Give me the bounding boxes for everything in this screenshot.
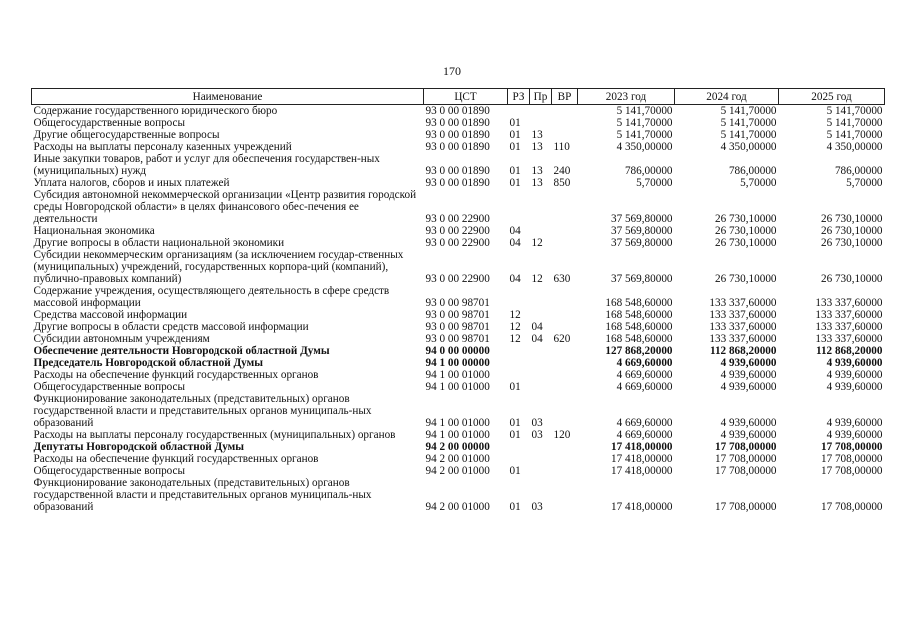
cell-y2024: 4 939,60000 [720, 369, 777, 381]
cell-cst: 93 0 00 98701 [425, 321, 490, 333]
cell-vr [552, 441, 578, 453]
cell-rz: 01 [509, 501, 521, 513]
cell-rz: 04 [509, 225, 521, 237]
header-name: Наименование [32, 89, 424, 105]
cell-name: Расходы на выплаты персоналу казенных учреждений [33, 141, 292, 153]
cell-y2023: 5 141,70000 [616, 117, 673, 129]
cell-y2023: 4 669,60000 [616, 417, 673, 429]
cell-y2024: 17 708,00000 [714, 465, 777, 477]
cell-y2023: 5 141,70000 [616, 105, 673, 117]
cell-rz: 01 [509, 177, 521, 189]
cell-cst: 93 0 00 01890 [425, 165, 490, 177]
cell-pr [530, 369, 552, 381]
table-body [32, 105, 885, 514]
cell-y2025: 4 939,60000 [826, 381, 883, 393]
cell-vr [552, 465, 578, 477]
cell-y2025: 26 730,10000 [820, 213, 883, 225]
header-row [32, 89, 885, 105]
cell-vr [552, 285, 578, 309]
cell-y2024: 4 939,60000 [720, 357, 777, 369]
cell-rz: 01 [509, 141, 521, 153]
table-row [32, 321, 885, 333]
cell-y2023: 5,70000 [636, 177, 673, 189]
cell-pr: 04 [531, 321, 543, 333]
cell-name: Средства массовой информации [33, 309, 188, 321]
cell-y2025: 17 708,00000 [820, 441, 883, 453]
header-2023: 2023 год [578, 89, 675, 105]
cell-rz [508, 105, 530, 118]
cell-y2023: 4 669,60000 [616, 357, 673, 369]
cell-y2025: 4 350,00000 [826, 141, 883, 153]
header-2025: 2025 год [779, 89, 885, 105]
cell-y2023: 17 418,00000 [610, 501, 673, 513]
cell-cst: 93 0 00 01890 [425, 117, 490, 129]
table-row [32, 225, 885, 237]
cell-name: Расходы на обеспечение функций государственных органов [33, 453, 319, 465]
header-rz: РЗ [508, 89, 530, 105]
cell-pr [530, 453, 552, 465]
cell-y2025: 5,70000 [846, 177, 883, 189]
table-row [32, 153, 885, 177]
cell-rz: 12 [509, 333, 521, 345]
cell-name: Председатель Новгородской областной Думы [33, 357, 263, 369]
cell-y2025: 5 141,70000 [826, 129, 883, 141]
cell-pr: 13 [531, 165, 543, 177]
cell-cst: 94 0 00 00000 [425, 345, 490, 357]
cell-name: Национальная экономика [33, 225, 155, 237]
cell-y2024: 4 939,60000 [720, 417, 777, 429]
table-row [32, 285, 885, 309]
table-row [32, 381, 885, 393]
cell-name: Содержание учреждения, осуществляющего деятельность в сфере средств массовой информации [33, 285, 390, 309]
cell-pr [530, 285, 552, 309]
header-pr: Пр [530, 89, 552, 105]
cell-y2023: 4 669,60000 [616, 429, 673, 441]
cell-y2023: 168 548,60000 [605, 321, 673, 333]
cell-vr [552, 105, 578, 118]
cell-rz: 01 [509, 129, 521, 141]
cell-pr: 12 [531, 237, 543, 249]
cell-y2024: 17 708,00000 [714, 501, 777, 513]
cell-cst: 94 2 00 01000 [425, 501, 490, 513]
cell-cst: 93 0 00 22900 [425, 237, 490, 249]
table-row [32, 357, 885, 369]
cell-pr: 03 [531, 417, 543, 429]
cell-vr: 630 [553, 273, 571, 285]
cell-cst: 93 0 00 01890 [425, 129, 490, 141]
cell-vr [552, 393, 578, 429]
cell-rz: 12 [509, 321, 521, 333]
cell-y2023: 37 569,80000 [610, 225, 673, 237]
cell-vr [552, 237, 578, 249]
cell-name: Общегосударственные вопросы [33, 465, 186, 477]
cell-pr: 12 [531, 273, 543, 285]
cell-cst: 93 0 00 98701 [425, 309, 490, 321]
cell-y2025: 133 337,60000 [815, 321, 883, 333]
cell-cst: 93 0 00 22900 [425, 273, 490, 285]
cell-name: Субсидии некоммерческим организациям (за исключением государ-ственных (муниципальных) учреждений, государственных корпора-ций (компаний), публично-правовых компаний) [33, 249, 404, 285]
table-row [32, 117, 885, 129]
cell-name: Другие вопросы в области средств массовой информации [33, 321, 309, 333]
cell-y2025: 5 141,70000 [826, 117, 883, 129]
table-header [32, 89, 885, 105]
cell-cst: 94 1 00 01000 [425, 381, 490, 393]
cell-y2023: 4 669,60000 [616, 369, 673, 381]
cell-y2024: 26 730,10000 [714, 225, 777, 237]
cell-vr: 620 [553, 333, 571, 345]
cell-y2023: 168 548,60000 [605, 333, 673, 345]
cell-rz: 04 [509, 237, 521, 249]
cell-rz: 01 [509, 429, 521, 441]
cell-name: Функционирование законодательных (представительных) органов государственной власти и представительных органов муниципаль-ных образований [33, 477, 372, 513]
cell-pr [530, 189, 552, 225]
cell-cst: 94 2 00 01000 [425, 465, 490, 477]
cell-y2025: 133 337,60000 [815, 333, 883, 345]
cell-cst: 94 1 00 01000 [425, 417, 490, 429]
cell-rz [508, 357, 530, 369]
cell-y2025: 133 337,60000 [815, 309, 883, 321]
cell-pr [530, 441, 552, 453]
table-row [32, 105, 885, 118]
cell-vr [552, 225, 578, 237]
cell-y2023: 4 669,60000 [616, 381, 673, 393]
cell-rz [508, 441, 530, 453]
cell-y2025: 133 337,60000 [815, 297, 883, 309]
cell-y2023: 37 569,80000 [610, 237, 673, 249]
cell-rz: 04 [509, 273, 521, 285]
cell-name: Обеспечение деятельности Новгородской областной Думы [33, 345, 330, 357]
cell-name: Расходы на выплаты персоналу государственных (муниципальных) органов [33, 429, 396, 441]
cell-vr [552, 453, 578, 465]
cell-name: Депутаты Новгородской областной Думы [33, 441, 245, 453]
cell-y2023: 17 418,00000 [610, 441, 673, 453]
cell-pr [530, 345, 552, 357]
cell-y2024: 133 337,60000 [709, 321, 777, 333]
cell-y2024: 26 730,10000 [714, 237, 777, 249]
cell-vr [552, 381, 578, 393]
header-2024: 2024 год [675, 89, 779, 105]
table-row [32, 477, 885, 513]
cell-vr: 850 [553, 177, 571, 189]
cell-vr [552, 477, 578, 513]
cell-rz [508, 285, 530, 309]
table-row [32, 345, 885, 357]
cell-rz [508, 345, 530, 357]
table-row [32, 129, 885, 141]
cell-cst: 93 0 00 22900 [425, 213, 490, 225]
cell-y2025: 112 868,20000 [815, 345, 883, 357]
cell-y2025: 26 730,10000 [820, 273, 883, 285]
cell-cst: 93 0 00 01890 [425, 105, 490, 117]
cell-pr: 13 [531, 141, 543, 153]
cell-name: Содержание государственного юридического бюро [33, 105, 278, 117]
table-row [32, 249, 885, 285]
cell-cst: 93 0 00 01890 [425, 141, 490, 153]
cell-y2024: 4 939,60000 [720, 429, 777, 441]
page-number: 170 [443, 64, 461, 78]
cell-y2025: 5 141,70000 [826, 105, 883, 117]
cell-pr: 04 [531, 333, 543, 345]
cell-vr [552, 345, 578, 357]
cell-cst: 93 0 00 98701 [425, 297, 490, 309]
cell-rz [508, 189, 530, 225]
cell-rz: 01 [509, 465, 521, 477]
cell-pr [530, 381, 552, 393]
cell-y2024: 5,70000 [740, 177, 777, 189]
cell-y2025: 26 730,10000 [820, 225, 883, 237]
cell-y2024: 133 337,60000 [709, 297, 777, 309]
cell-vr [552, 321, 578, 333]
cell-cst: 93 0 00 98701 [425, 333, 490, 345]
table-row [32, 429, 885, 441]
cell-cst: 94 1 00 01000 [425, 369, 490, 381]
cell-y2024: 5 141,70000 [720, 129, 777, 141]
cell-y2024: 133 337,60000 [709, 309, 777, 321]
cell-y2025: 17 708,00000 [820, 465, 883, 477]
cell-vr [552, 357, 578, 369]
cell-rz: 01 [509, 165, 521, 177]
cell-y2023: 168 548,60000 [605, 297, 673, 309]
cell-pr [530, 357, 552, 369]
table-row [32, 141, 885, 153]
cell-y2024: 17 708,00000 [714, 441, 777, 453]
table-row [32, 237, 885, 249]
table-row [32, 369, 885, 381]
cell-y2023: 17 418,00000 [610, 465, 673, 477]
cell-y2024: 17 708,00000 [714, 453, 777, 465]
cell-y2023: 4 350,00000 [616, 141, 673, 153]
cell-y2023: 37 569,80000 [610, 273, 673, 285]
cell-y2023: 37 569,80000 [610, 213, 673, 225]
table-row [32, 333, 885, 345]
cell-y2024: 133 337,60000 [709, 333, 777, 345]
cell-pr [530, 309, 552, 321]
cell-rz: 12 [509, 309, 521, 321]
cell-pr [530, 225, 552, 237]
cell-cst: 94 1 00 00000 [425, 357, 490, 369]
cell-y2025: 17 708,00000 [820, 501, 883, 513]
cell-cst: 93 0 00 01890 [425, 177, 490, 189]
header-vr: ВР [552, 89, 578, 105]
table-row [32, 465, 885, 477]
cell-y2023: 17 418,00000 [610, 453, 673, 465]
table-row [32, 177, 885, 189]
cell-y2023: 127 868,20000 [605, 345, 673, 357]
table-row [32, 309, 885, 321]
budget-table [31, 88, 885, 513]
cell-vr [552, 189, 578, 225]
cell-name: Субсидии автономным учреждениям [33, 333, 210, 345]
cell-y2025: 4 939,60000 [826, 429, 883, 441]
cell-vr [552, 117, 578, 129]
cell-y2025: 4 939,60000 [826, 357, 883, 369]
cell-y2024: 4 939,60000 [720, 381, 777, 393]
cell-y2024: 112 868,20000 [709, 345, 777, 357]
cell-vr: 120 [553, 429, 571, 441]
cell-pr [530, 117, 552, 129]
cell-cst: 94 2 00 01000 [425, 453, 490, 465]
cell-pr: 13 [531, 177, 543, 189]
cell-name: Уплата налогов, сборов и иных платежей [33, 177, 230, 189]
cell-name: Общегосударственные вопросы [33, 381, 186, 393]
cell-name: Субсидия автономной некоммерческой организации «Центр развития городской среды Новгородской области» в целях финансового обес-печения ее деятельности [33, 189, 417, 225]
table-row [32, 393, 885, 429]
cell-y2025: 786,00000 [834, 165, 883, 177]
cell-vr [552, 129, 578, 141]
cell-y2024: 5 141,70000 [720, 117, 777, 129]
table-row [32, 441, 885, 453]
cell-name: Иные закупки товаров, работ и услуг для обеспечения государствен-ных (муниципальных) нужд [33, 153, 380, 177]
cell-pr: 03 [531, 429, 543, 441]
cell-y2025: 17 708,00000 [820, 453, 883, 465]
cell-y2024: 4 350,00000 [720, 141, 777, 153]
cell-cst: 94 1 00 01000 [425, 429, 490, 441]
cell-cst: 94 2 00 00000 [425, 441, 490, 453]
cell-name: Другие вопросы в области национальной экономики [33, 237, 285, 249]
cell-y2024: 26 730,10000 [714, 213, 777, 225]
cell-rz [508, 453, 530, 465]
cell-vr [552, 309, 578, 321]
cell-y2023: 5 141,70000 [616, 129, 673, 141]
table-row [32, 453, 885, 465]
cell-pr: 03 [531, 501, 543, 513]
cell-name: Функционирование законодательных (представительных) органов государственной власти и представительных органов муниципаль-ных образований [33, 393, 372, 429]
cell-y2025: 4 939,60000 [826, 417, 883, 429]
cell-pr [530, 465, 552, 477]
cell-cst: 93 0 00 22900 [425, 225, 490, 237]
cell-rz [508, 369, 530, 381]
header-cst: ЦСТ [424, 89, 508, 105]
cell-name: Общегосударственные вопросы [33, 117, 186, 129]
table-row [32, 189, 885, 225]
cell-y2023: 168 548,60000 [605, 309, 673, 321]
cell-rz: 01 [509, 381, 521, 393]
cell-y2023: 786,00000 [624, 165, 673, 177]
cell-vr: 110 [553, 141, 570, 153]
cell-y2025: 4 939,60000 [826, 369, 883, 381]
cell-pr [530, 105, 552, 118]
cell-rz: 01 [509, 417, 521, 429]
cell-pr: 13 [531, 129, 543, 141]
cell-vr: 240 [553, 165, 571, 177]
cell-name: Расходы на обеспечение функций государственных органов [33, 369, 319, 381]
cell-name: Другие общегосударственные вопросы [33, 129, 220, 141]
cell-y2024: 786,00000 [728, 165, 777, 177]
cell-y2024: 26 730,10000 [714, 273, 777, 285]
cell-vr [552, 369, 578, 381]
cell-y2025: 26 730,10000 [820, 237, 883, 249]
cell-y2024: 5 141,70000 [720, 105, 777, 117]
cell-rz: 01 [509, 117, 521, 129]
